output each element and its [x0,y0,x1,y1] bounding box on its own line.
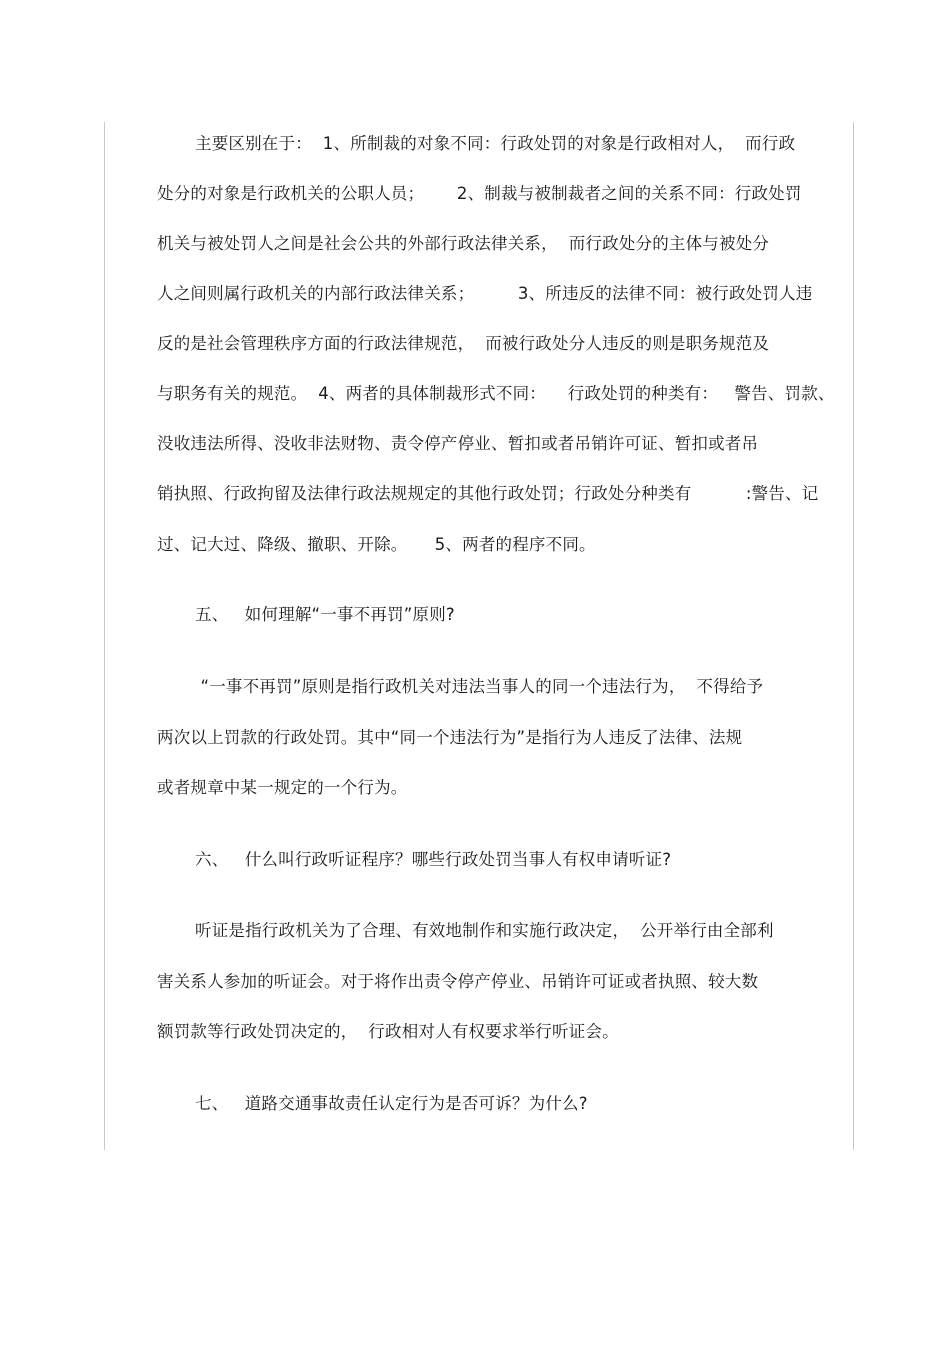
paragraph-line: 过、记大过、降级、撤职、开除。 5、两者的程序不同。 [157,535,596,554]
paragraph-line: 或者规章中某一规定的一个行为。 [157,778,408,797]
paragraph-line: 听证是指行政机关为了合理、有效地制作和实施行政决定， 公开举行由全部利 [195,921,774,940]
paragraph-line: 反的是社会管理秩序方面的行政法律规范， 而被行政处分人违反的则是职务规范及 [157,334,770,353]
paragraph-line: 主要区别在于： 1、所制裁的对象不同：行政处罚的对象是行政相对人， 而行政 [195,134,796,153]
paragraph-line: 人之间则属行政机关的内部行政法律关系； 3、所违反的法律不同：被行政处罚人违 [157,284,813,303]
right-margin-rule [853,122,854,1150]
section-heading: 七、 道路交通事故责任认定行为是否可诉？为什么? [195,1094,588,1113]
section-heading: 六、 什么叫行政听证程序？哪些行政处罚当事人有权申请听证? [195,850,672,869]
paragraph-line: “一事不再罚”原则是指行政机关对违法当事人的同一个违法行为， 不得给予 [195,677,764,696]
paragraph-line: 机关与被处罚人之间是社会公共的外部行政法律关系， 而行政处分的主体与被处分 [157,234,770,253]
paragraph-line: 额罚款等行政处罚决定的， 行政相对人有权要求举行听证会。 [157,1022,619,1041]
section-heading: 五、 如何理解“一事不再罚”原则? [195,605,455,624]
paragraph-line: 没收违法所得、没收非法财物、责令停产停业、暂扣或者吊销许可证、暂扣或者吊 [157,434,759,453]
paragraph-line: 害关系人参加的听证会。对于将作出责令停产停业、吊销许可证或者执照、较大数 [157,972,759,991]
paragraph-line: 处分的对象是行政机关的公职人员； 2、制裁与被制裁者之间的关系不同：行政处罚 [157,184,802,203]
paragraph-line: 销执照、行政拘留及法律行政法规规定的其他行政处罚；行政处分种类有 :警告、记 [157,484,819,503]
paragraph-line: 两次以上罚款的行政处罚。其中“同一个违法行为”是指行为人违反了法律、法规 [157,728,743,747]
paragraph-line: 与职务有关的规范。 4、两者的具体制裁形式不同： 行政处罚的种类有： 警告、罚款、 [157,384,835,403]
left-margin-rule [104,122,105,1150]
